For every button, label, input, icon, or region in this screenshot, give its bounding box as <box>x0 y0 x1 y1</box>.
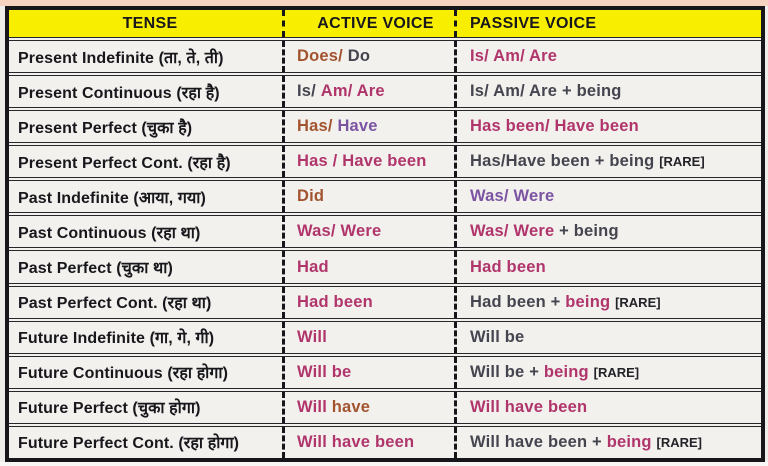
voice-text-segment: Is/ Am/ Are <box>470 47 558 66</box>
tense-cell: Past Perfect (चुका था) <box>9 251 285 282</box>
table-row <box>9 247 761 282</box>
voice-text-segment: Will have been <box>297 432 415 451</box>
voice-text-segment: Had <box>297 257 329 276</box>
tense-cell: Present Perfect (चुका है) <box>9 111 285 142</box>
passive-voice-cell <box>457 111 761 142</box>
voice-text-segment: Will have been <box>470 397 588 416</box>
passive-voice-cell <box>457 76 761 107</box>
passive-voice-cell <box>457 251 761 282</box>
voice-text-segment: Will be + <box>470 362 544 381</box>
voice-text-segment: Am/ Are <box>320 82 385 101</box>
voice-text-segment: Do <box>347 47 371 66</box>
voice-text-segment: Will have been + <box>470 432 607 451</box>
voice-text-segment: Is/ <box>297 82 321 101</box>
passive-voice-cell <box>457 287 761 318</box>
tense-cell: Past Indefinite (आया, गया) <box>9 181 285 212</box>
header-active-voice: ACTIVE VOICE <box>285 10 457 37</box>
passive-voice-cell <box>457 392 761 423</box>
header-passive-voice: PASSIVE VOICE <box>470 14 597 32</box>
voice-text-segment: Has/ <box>297 117 338 136</box>
active-voice-cell <box>285 111 457 142</box>
tense-cell: Future Continuous (रहा होगा) <box>9 357 285 388</box>
voice-text-segment: being <box>543 362 594 381</box>
voice-text-segment: being <box>565 292 616 311</box>
tense-cell: Future Perfect Cont. (रहा होगा) <box>9 427 285 458</box>
table-header-row <box>9 10 761 37</box>
voice-text-segment: Will be <box>297 362 352 381</box>
bottom-strip <box>0 462 768 466</box>
voice-text-segment: Has/Have been + being <box>470 152 660 171</box>
tense-cell: Present Continuous (रहा है) <box>9 76 285 107</box>
voice-text-segment: Have <box>337 117 378 136</box>
tense-cell: Present Perfect Cont. (रहा है) <box>9 146 285 177</box>
voice-text-segment: Was/ Were <box>470 222 560 241</box>
table-row <box>9 283 761 318</box>
voice-text-segment: Was/ Were <box>470 187 555 206</box>
active-voice-cell <box>285 76 457 107</box>
voice-text-segment: Did <box>297 187 325 206</box>
voice-text-segment: Was/ Were <box>297 222 382 241</box>
tense-cell: Future Indefinite (गा, गे, गी) <box>9 322 285 353</box>
voice-text-segment: Had been + <box>470 292 566 311</box>
voice-text-segment: have <box>331 397 371 416</box>
voice-text-segment: being <box>606 432 657 451</box>
active-voice-cell <box>285 251 457 282</box>
passive-voice-cell <box>457 146 761 177</box>
table-row <box>9 107 761 142</box>
tense-cell: Future Perfect (चुका होगा) <box>9 392 285 423</box>
voice-text-segment: Will be <box>470 327 525 346</box>
table-row <box>9 423 761 458</box>
tense-cell: Past Perfect Cont. (रहा था) <box>9 287 285 318</box>
active-voice-cell <box>285 216 457 247</box>
voice-text-segment: Does/ <box>297 47 348 66</box>
voice-text-segment: Had been <box>470 257 546 276</box>
voice-text-segment: [RARE] <box>615 294 661 310</box>
passive-voice-cell <box>457 216 761 247</box>
table-row <box>9 142 761 177</box>
tense-voice-table <box>5 6 765 462</box>
table-body <box>9 37 761 458</box>
voice-text-segment: Will <box>297 397 332 416</box>
voice-text-segment: [RARE] <box>656 434 702 450</box>
passive-voice-cell <box>457 181 761 212</box>
passive-voice-cell <box>457 427 761 458</box>
table-row <box>9 72 761 107</box>
voice-text-segment: Will <box>297 327 327 346</box>
active-voice-cell <box>285 427 457 458</box>
voice-text-segment: Had been <box>297 292 373 311</box>
table-row <box>9 212 761 247</box>
voice-text-segment: [RARE] <box>593 364 640 380</box>
header-tense: TENSE <box>9 10 285 37</box>
table-row <box>9 177 761 212</box>
active-voice-cell <box>285 181 457 212</box>
table-row <box>9 318 761 353</box>
active-voice-cell <box>285 287 457 318</box>
active-voice-cell <box>285 392 457 423</box>
voice-text-segment: [RARE] <box>659 154 705 170</box>
tense-cell: Past Continuous (रहा था) <box>9 216 285 247</box>
passive-voice-cell <box>457 322 761 353</box>
active-voice-cell <box>285 322 457 353</box>
voice-text-segment: Is/ Am/ Are + being <box>470 82 622 101</box>
voice-text-segment: + being <box>559 222 619 241</box>
table-row <box>9 388 761 423</box>
active-voice-cell <box>285 41 457 72</box>
active-voice-cell <box>285 357 457 388</box>
table-row <box>9 37 761 72</box>
voice-text-segment: Has / Have been <box>297 152 427 171</box>
passive-voice-cell <box>457 41 761 72</box>
tense-cell: Present Indefinite (ता, ते, ती) <box>9 41 285 72</box>
passive-voice-cell <box>457 357 761 388</box>
table-row <box>9 353 761 388</box>
active-voice-cell <box>285 146 457 177</box>
voice-text-segment: Has been/ Have been <box>470 117 639 136</box>
